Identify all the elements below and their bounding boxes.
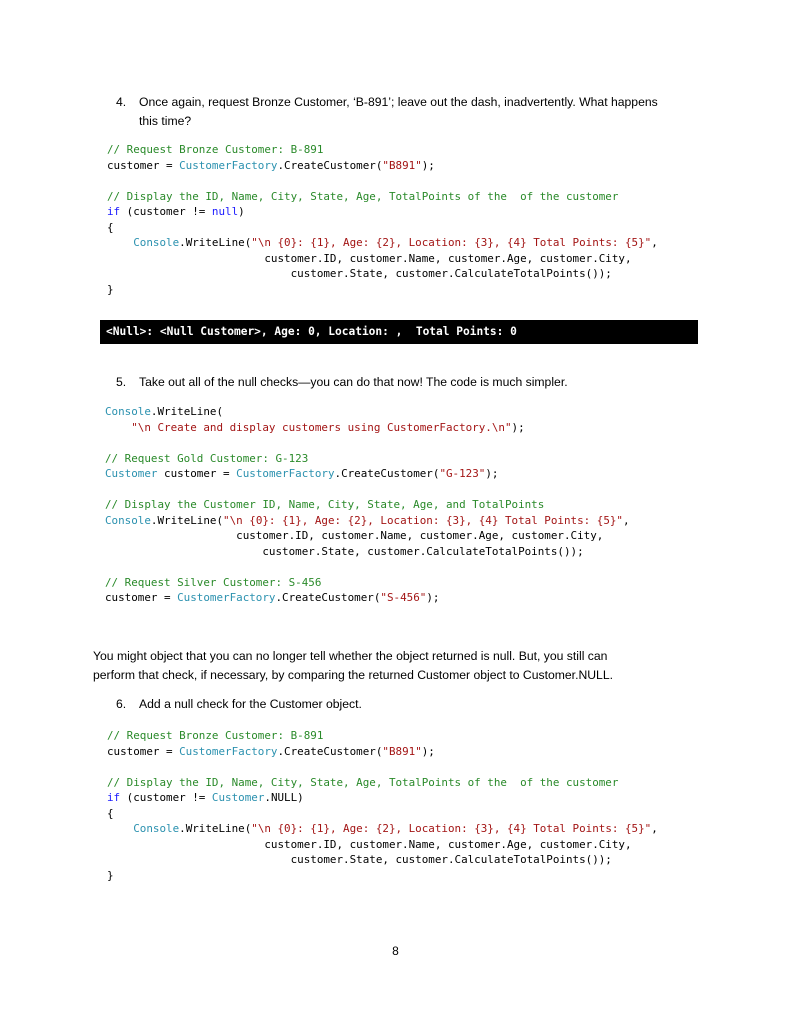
- code-line: [105, 544, 630, 560]
- code-token: Console: [133, 822, 180, 835]
- code-token: (customer !=: [120, 791, 212, 804]
- code-token: .WriteLine(: [179, 822, 252, 835]
- middle-paragraph-line2: perform that check, if necessary, by comparing the returned Customer object to Customer.NULL.: [93, 668, 614, 682]
- code-token: // Request Silver Customer: S-456: [105, 575, 322, 589]
- code-token: CustomerFactory: [179, 744, 278, 758]
- code-line: [107, 220, 658, 236]
- code-token: (customer !=: [120, 205, 212, 218]
- console-output: <Null>: <Null Customer>, Age: 0, Location: , Total Points: 0: [100, 320, 698, 344]
- code-line: [107, 852, 658, 868]
- code-line: [107, 728, 658, 744]
- step-6-text: Add a null check for the Customer object.: [139, 697, 362, 711]
- code-token: );: [421, 158, 435, 172]
- step-6-number: 6.: [116, 697, 127, 711]
- code-line: [107, 790, 658, 806]
- code-line: [107, 158, 658, 174]
- code-token: ,: [651, 236, 658, 249]
- code-token: // Display the Customer ID, Name, City, State, Age, and TotalPoints: [105, 498, 545, 511]
- code-token: [105, 421, 131, 434]
- step-5-text: Take out all of the null checks—you can do that now! The code is much simpler.: [139, 375, 568, 389]
- code-token: if: [107, 791, 121, 804]
- code-line: [107, 775, 658, 791]
- code-token: ,: [623, 513, 630, 527]
- step-4-text-line2: this time?: [139, 114, 192, 128]
- code-token: customer.State, customer.CalculateTotalPoints());: [105, 544, 584, 558]
- code-line: [105, 528, 630, 544]
- code-token: }: [107, 282, 114, 296]
- code-token: [107, 822, 133, 835]
- code-token: .CreateCustomer(: [277, 158, 383, 172]
- code-token: "B891": [382, 158, 422, 172]
- code-token: customer.ID, customer.Name, customer.Age, customer.City,: [107, 251, 632, 265]
- code-token: );: [426, 591, 440, 604]
- code-token: Console: [105, 513, 151, 527]
- code-token: "\n {0}: {1}, Age: {2}, Location: {3}, {4} Total Points: {5}": [251, 236, 652, 249]
- middle-paragraph: [93, 647, 613, 685]
- code-token: // Request Gold Customer: G-123: [105, 451, 309, 465]
- code-line: [107, 759, 658, 775]
- code-line: [107, 744, 658, 760]
- step-4-text-line1: Once again, request Bronze Customer, ‘B-891’; leave out the dash, inadvertently. What happens: [139, 95, 658, 109]
- code-token: customer.State, customer.CalculateTotalPoints());: [107, 853, 612, 866]
- code-token: // Display the ID, Name, City, State, Age, TotalPoints of the of the customer: [107, 189, 619, 203]
- code-token: "B891": [382, 744, 422, 758]
- code-token: // Request Bronze Customer: B-891: [107, 143, 324, 156]
- code-token: ): [238, 205, 245, 218]
- code-token: customer.ID, customer.Name, customer.Age, customer.City,: [105, 529, 604, 542]
- code-line: [107, 837, 658, 853]
- code-token: );: [485, 467, 499, 480]
- code-line: [107, 189, 658, 205]
- code-line: [105, 404, 630, 420]
- code-token: customer =: [107, 744, 180, 758]
- code-line: [105, 513, 630, 529]
- page-number: 8: [392, 944, 399, 958]
- code-block-step-5: [105, 404, 630, 606]
- code-token: {: [107, 806, 114, 820]
- code-line: [105, 590, 630, 606]
- middle-paragraph-line1: You might object that you can no longer tell whether the object returned is null. But, you still can: [93, 649, 608, 663]
- code-token: ,: [651, 822, 658, 835]
- code-token: "S-456": [380, 591, 427, 604]
- code-block-step-4: [107, 142, 658, 297]
- code-line: [107, 235, 658, 251]
- code-line: [107, 868, 658, 884]
- code-token: .CreateCustomer(: [277, 744, 383, 758]
- code-token: .WriteLine(: [150, 405, 224, 418]
- code-line: [107, 204, 658, 220]
- code-token: .WriteLine(: [150, 513, 224, 527]
- step-4-continued: [139, 112, 191, 131]
- code-line: [107, 142, 658, 158]
- code-token: // Display the ID, Name, City, State, Age, TotalPoints of the of the customer: [107, 775, 619, 789]
- code-token: Console: [105, 405, 151, 418]
- code-line: [105, 559, 630, 575]
- code-token: "\n Create and display customers using CustomerFactory.\n": [131, 420, 512, 434]
- code-line: [107, 821, 658, 837]
- code-token: }: [107, 868, 114, 882]
- code-token: if: [107, 205, 121, 218]
- code-line: [105, 420, 630, 436]
- code-line: [105, 482, 630, 498]
- code-token: Console: [133, 236, 180, 249]
- code-token: CustomerFactory: [236, 467, 335, 480]
- code-token: customer =: [157, 467, 237, 480]
- code-token: .CreateCustomer(: [275, 591, 381, 604]
- code-line: [105, 466, 630, 482]
- code-line: [105, 435, 630, 451]
- code-token: );: [421, 744, 435, 758]
- code-token: customer =: [105, 591, 178, 604]
- code-token: CustomerFactory: [179, 158, 278, 172]
- code-line: [107, 173, 658, 189]
- code-token: // Request Bronze Customer: B-891: [107, 729, 324, 742]
- code-block-step-6: [107, 728, 658, 883]
- code-token: .CreateCustomer(: [334, 467, 440, 480]
- code-token: Customer: [105, 467, 158, 480]
- code-line: [105, 575, 630, 591]
- code-token: .WriteLine(: [179, 236, 252, 249]
- code-token: {: [107, 220, 114, 234]
- step-5-number: 5.: [116, 375, 127, 389]
- code-token: Customer: [211, 791, 265, 804]
- code-token: "G-123": [439, 467, 486, 480]
- code-token: );: [511, 420, 525, 434]
- code-token: CustomerFactory: [177, 591, 276, 604]
- step-4-number: 4.: [116, 95, 127, 109]
- code-line: [105, 497, 630, 513]
- code-token: "\n {0}: {1}, Age: {2}, Location: {3}, {4} Total Points: {5}": [223, 513, 623, 527]
- code-token: customer.State, customer.CalculateTotalPoints());: [107, 267, 612, 280]
- code-line: [107, 251, 658, 267]
- code-line: [105, 451, 630, 467]
- code-token: "\n {0}: {1}, Age: {2}, Location: {3}, {4} Total Points: {5}": [251, 822, 652, 835]
- code-token: .NULL): [264, 791, 304, 804]
- code-token: [107, 236, 133, 249]
- code-token: customer.ID, customer.Name, customer.Age, customer.City,: [107, 837, 632, 851]
- code-line: [107, 266, 658, 282]
- code-token: customer =: [107, 158, 180, 172]
- code-token: null: [211, 205, 239, 218]
- code-line: [107, 282, 658, 298]
- code-line: [107, 806, 658, 822]
